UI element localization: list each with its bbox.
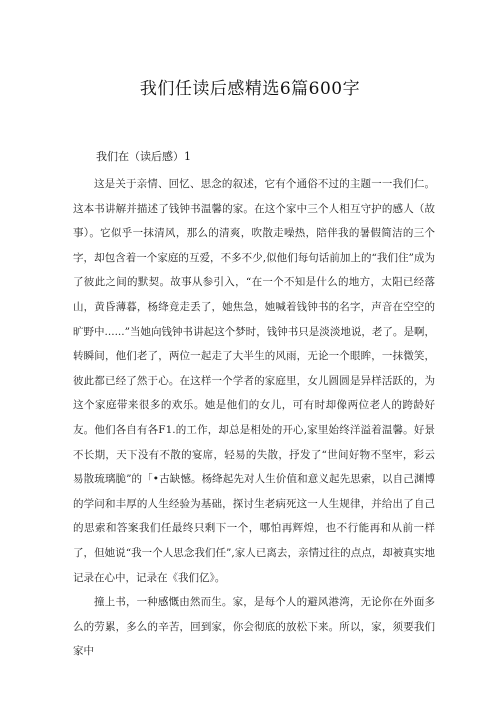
paragraph: 撞上书，一种感慨由然而生。家，是每个人的避风港湾，无论你在外面多么的劳累，多么的辛苦，回到家，你会彻底的放松下来。所以，家，须要我们家中 (73, 596, 435, 658)
document-title: 我们任读后感精选6篇600字 (139, 79, 361, 99)
section-heading: 我们在（读后感）1 (96, 150, 191, 163)
paragraph: 这是关于亲情、回忆、思念的叙述，它有个通俗不过的主题一一我们仁。这本书讲解并描述了钱钟书温馨的家。在这个家中三个人相互守护的感人（故事）。它似乎一抹清风，那么的清爽，吹散走噪热，陪伴我的暑假简洁的三个字，却包含着一个家庭的互爱，不多不少,似他们每句话前加上的“我们住”成为了彼此之间的默契。故事从参引入，“在一个不知是什么的地方，太阳已经落山，黄昏薄暮，杨绛竟走丢了，她焦急，她喊着钱钟书的名字，声音在空空的旷野中......”当她向钱钟书讲起这个梦时，钱钟书只是淡淡地说，老了。是啊，转瞬间，他们老了，两位一起走了大半生的风雨，无论一个眼眸，一抹微笑，彼此都已经了然于心。在这样一个学者的家庭里，女儿圆圆是异样活跃的，为这个家庭带来很多的欢乐。她是他们的女儿，可有时却像两位老人的跨龄好友。他们各自有各F1.的工作，却总是相处的开心,家里始终洋溢着温馨。好景不长期，天下没有不散的宴席，轻易的失散，抒发了“世间好物不坚牢，彩云易散琉璃脆”的「•古缺憾。杨绛起先对人生价值和意义起先思索，以自己渊博的学问和丰厚的人生经验为基础，探讨生老病死这一人生规律，并给出了自己的思索和答案我们任最终只剩下一个，哪怕再辉煌，也不行能再和从前一样了，但她说“我一个人思念我们任”,家人已离去，亲情过往的点点，却被真实地记录在心中，记录在《我们亿》。 (73, 178, 435, 584)
document-body (73, 172, 435, 664)
